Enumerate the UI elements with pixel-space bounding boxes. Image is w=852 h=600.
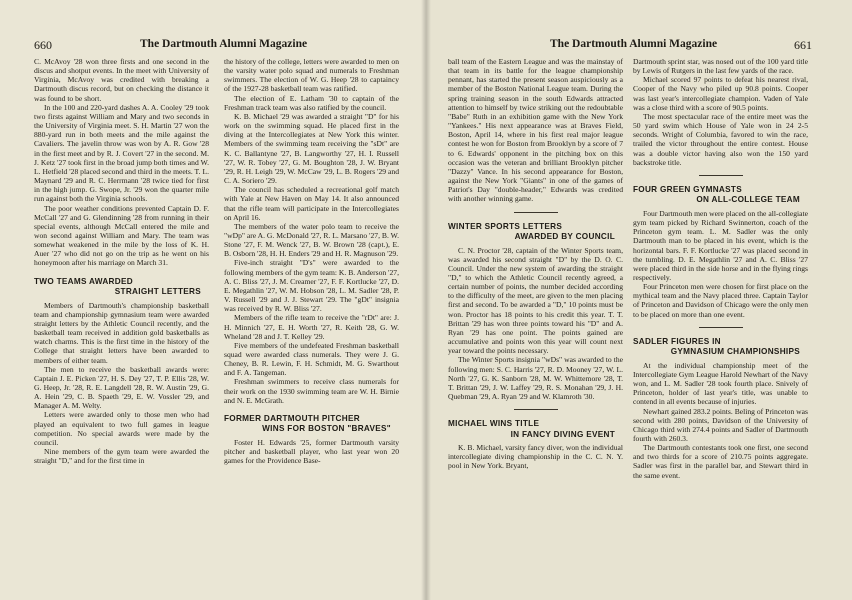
section-heading bbox=[224, 414, 399, 435]
right-page bbox=[426, 0, 852, 600]
heading-line: ON ALL-COLLEGE TEAM bbox=[696, 195, 800, 205]
paragraph: C. McAvoy '28 won three firsts and one second in the discus and shotput events. In the meet with University of Virginia, McAvoy was credited with breaking a Dartmouth discus record, but on checking the distance it was found to be short. bbox=[34, 57, 209, 103]
heading-line: STRAIGHT LETTERS bbox=[114, 287, 201, 297]
left-running-head: The Dartmouth Alumni Magazine bbox=[140, 38, 308, 50]
paragraph: Freshman swimmers to receive class numerals for their work on the 1930 swimming team are W. H. Birnie and N. E. McGrath. bbox=[224, 377, 399, 405]
page-gutter bbox=[421, 0, 431, 600]
heading-line: GYMNASIUM CHAMPIONSHIPS bbox=[670, 347, 800, 357]
paragraph: ball team of the Eastern League and was the mainstay of that team in its battle for the league championship pennant, has started the present season auspiciously as a member of the Boston National League team. During the spring training season in the south Edwards attracted attention to himself by twice striking out the redoubtable "Babe" Ruth in an exhibition game with the New York "Yankees." His next appearance was at Braves Field, Boston, April 14, where in his first real major league contest he won for Boston from Brooklyn by a score of 7 to 6. Edwards' opponent in the pitching box on this occasion was the veteran and brilliant Brooklyn pitcher "Dazzy" Vance. In his second appearance for Boston, against the New York "Giants" in one of the games of Patriot's Day "double-header," Edwards was credited with another winning game. bbox=[448, 57, 623, 204]
paragraph: C. N. Proctor '28, captain of the Winter Sports team, was awarded his second straight "D" by the D. O. C. Council. Under the new system of awarding the straight "D," to which the Athletic Council recently agreed, a certain number of points, the number decided according to the difficulty of the meet, are given to the men placing first and second. To be awarded a "D," 10 points must be won. Proctor has 18 points to his credit this year. T. T. Brittan '29 has won three points toward his "D" and A. Ryan '29 has one point. The points gained are accumulative and points won this year will count next year toward the points necessary. bbox=[448, 245, 623, 356]
paragraph: Members of the rifle team to receive the "rDt" are: J. H. Minnich '27, E. H. Worth '27, R. Keith '28, G. W. Wheland '28 and J. T. Kelley '29. bbox=[224, 313, 399, 341]
heading-line: WINS FOR BOSTON "BRAVES" bbox=[262, 424, 391, 434]
section-heading bbox=[633, 185, 808, 206]
paragraph: The members of the water polo team to receive the "wDp" are A. G. McDonald '27, R. L. Marsano '27, B. W. Stone '27, F. M. Wenck '27, B. W. Brown '28 (capt.), E. B. Osborn '28, H. H. Enders '29 and H. R. Magnuson '29. bbox=[224, 221, 399, 259]
paragraph: The poor weather conditions prevented Captain D. F. McCall '27 and G. Glendinning '28 from running in their special events, although McCall entered the mile and won second against William and Mary. The team was somewhat weakened in the mile by the loss of K. H. Auer '27 who did not go on the trip as he went on his honeymoon after his marriage on March 31. bbox=[34, 203, 209, 268]
paragraph: K. B. Michael '29 was awarded a straight "D" for his work on the swimming squad. He placed first in the diving at the Intercollegiates at New York this winter. Members of the swimming team receiving the "sDt" are K. C. Ballantyne '27, B. Langworthy '27, H. I. Russell '27, W. R. Tobey '27, G. M. Boughton '28, J. W. Bryant '29, R. H. Leigh '29, W. McCaw '29, L. B. Rogers '29 and C. A. Soriero '29. bbox=[224, 111, 399, 186]
paragraph: The Winter Sports insignia "wDs" was awarded to the following men: S. C. Harris '27, R. D. Mooney '27, W. L. North '27, G. K. Sanborn '28, M. W. Whittemore '28, T. T. Brittan '29, J. W. Laffey '29, R. S. Monahan '29, J. H. Quebman '29, A. Ryan '29 and W. Klamroth '30. bbox=[448, 355, 623, 401]
right-running-head: The Dartmouth Alumni Magazine bbox=[550, 38, 718, 50]
paragraph: Four Princeton men were chosen for first place on the mythical team and the Navy placed three. Captain Taylor of Princeton and Davidson of Chicago were the only men to be placed on more than one event. bbox=[633, 282, 808, 319]
right-column-1 bbox=[448, 57, 623, 471]
paragraph: The men to receive the basketball awards were: Captain J. E. Picken '27, H. S. Dey '27, T. P. Ellis '28, W. G. Heep, Jr. '28, R. E. Langdell '28, R. W. Austin '29, G. A. Hein '29, C. B. Spaeth '29, E. W. Vossler '29, and Manager A. M. Welty. bbox=[34, 364, 209, 411]
section-heading bbox=[448, 419, 623, 440]
section-divider bbox=[514, 409, 558, 410]
paragraph: Dartmouth sprint star, was nosed out of the 100 yard title by Lewis of Rutgers in the last few yards of the race. bbox=[633, 57, 808, 76]
section-divider bbox=[699, 327, 743, 328]
paragraph: Five-inch straight "D's" were awarded to the following members of the gym team: K. B. Anderson '27, A. C. Bliss '27, J. M. Creamer '27, F. F. Kortlucke '27, D. E. Megathlin '27, W. M. Hobson '28, L. M. Sadler '28, P. V. Russell '29 and J. J. Stewart '29. The "gDt" insignia was received by R. W. Bliss '27. bbox=[224, 258, 399, 314]
left-column-2 bbox=[224, 57, 399, 465]
paragraph: The election of E. Latham '30 to captain of the Freshman track team was also ratified by the council. bbox=[224, 93, 399, 112]
section-heading bbox=[34, 277, 209, 298]
paragraph: The Dartmouth contestants took one first, one second and two thirds for a score of 210.75 points aggregate. Sadler was first in the parallel bar, and Stewart third in the same event. bbox=[633, 443, 808, 480]
right-page-number: 661 bbox=[794, 38, 812, 52]
left-page-number: 660 bbox=[34, 38, 52, 52]
paragraph: Members of Dartmouth's championship basketball team and championship gymnasium team were awarded straight letters by the Athletic Council recently, and the basketball team received in addition gold basketballs as watch charms. This is the first time in the history of the College that straight letters have been awarded to members of either team. bbox=[34, 300, 209, 365]
heading-line: TWO TEAMS AWARDED bbox=[34, 276, 133, 286]
paragraph: Four Dartmouth men were placed on the all-collegiate gym team picked by Richard Swinnerton, coach of the Princeton gym team. L. M. Sadler was the only Dartmouth man to be placed in his event, which is the horizontal bars. F. F. Kortlucke '27 was placed second in the tumbling. D. E. Megathlin '27 and A. C. Bliss '27 were placed third in the side horse and in the flying rings respectively. bbox=[633, 208, 808, 282]
paragraph: In the 100 and 220-yard dashes A. A. Cooley '29 took two firsts against William and Mary and two seconds in the University of Virginia meet. S. H. Martin '27 won the 880-yard run in both meets and the mile against the Cavaliers. The javelin throw was won by A. R. Gow '28 in the first meet and by R. J. Covert '27 in the second. M. J. Ketz '27 took first in the broad jump both times and W. L. Hetfield '28 placed second and third in the meets. T. L. Maynard '29 and R. C. Herrmann '28 twice tied for first in the high jump. G. Swope, Jr. '29 won the quarter mile run against both the Virginia schools. bbox=[34, 102, 209, 204]
paragraph: K. B. Michael, varsity fancy diver, won the individual intercollegiate diving championship in the C. C. N. Y. pool in New York. Bryant, bbox=[448, 443, 623, 471]
paragraph: The most spectacular race of the entire meet was the 50 yard swim which House of Yale won in 24 2-5 seconds. Wright of Columbia, favored to win the race, trailed the victor throughout the entire contest. House was a double victor having also won the 150 yard backstroke title. bbox=[633, 111, 808, 167]
heading-line: FOUR GREEN GYMNASTS bbox=[633, 184, 742, 194]
right-column-2 bbox=[633, 57, 808, 480]
heading-line: SADLER FIGURES IN bbox=[633, 336, 721, 346]
paragraph: Newhart gained 283.2 points. Beling of Princeton was second with 280 points, Davidson of the University of Chicago third with 274.4 points and Sadler of Dartmouth fourth with 260.3. bbox=[633, 406, 808, 443]
paragraph: Nine members of the gym team were awarded the straight "D," and for the first time in bbox=[34, 447, 209, 466]
section-divider bbox=[514, 212, 558, 213]
left-column-1 bbox=[34, 57, 209, 465]
paragraph: The council has scheduled a recreational golf match with Yale at New Haven on May 14. It also announced that the rifle team will participate in the Intercollegiates on April 16. bbox=[224, 185, 399, 222]
paragraph: Foster H. Edwards '25, former Dartmouth varsity pitcher and basketball player, who last year won 20 games for the Providence Base- bbox=[224, 437, 399, 466]
heading-line: AWARDED BY COUNCIL bbox=[514, 232, 615, 241]
heading-line: WINTER SPORTS LETTERS bbox=[448, 221, 563, 231]
paragraph: At the individual championship meet of the Intercollegiate Gym League Harold Newhart of the Navy won, and L. M. Sadler '28 took fourth place. Snively of Princeton, holder of last year's title, was unable to contend in all events because of injuries. bbox=[633, 360, 808, 407]
heading-line: FORMER DARTMOUTH PITCHER bbox=[224, 413, 360, 423]
paragraph: Five members of the undefeated Freshman basketball squad were awarded class numerals. They were J. G. Cheney, B. R. Lewin, F. H. Schmidt, M. G. Swarthout and F. A. Tangeman. bbox=[224, 340, 399, 378]
heading-line: IN FANCY DIVING EVENT bbox=[510, 429, 615, 439]
section-divider bbox=[699, 175, 743, 176]
section-heading bbox=[448, 222, 623, 243]
heading-line: MICHAEL WINS TITLE bbox=[448, 419, 540, 429]
section-heading bbox=[633, 337, 808, 358]
paragraph: the history of the college, letters were awarded to men on the varsity water polo squad and numerals to Freshman swimmers. The election of W. G. Heep '28 to captaincy of the 1927-28 basketball team was ratified. bbox=[224, 57, 399, 94]
paragraph: Letters were awarded only to those men who had played an equivalent to two full games in league competition. No special awards were made by the council. bbox=[34, 410, 209, 447]
paragraph: Michael scored 97 points to defeat his nearest rival, Cooper of the Navy who piled up 90.8 points. Cooper was last year's intercollegiate champion. Vaden of Yale was a close third with a score of 90.5 points. bbox=[633, 75, 808, 112]
